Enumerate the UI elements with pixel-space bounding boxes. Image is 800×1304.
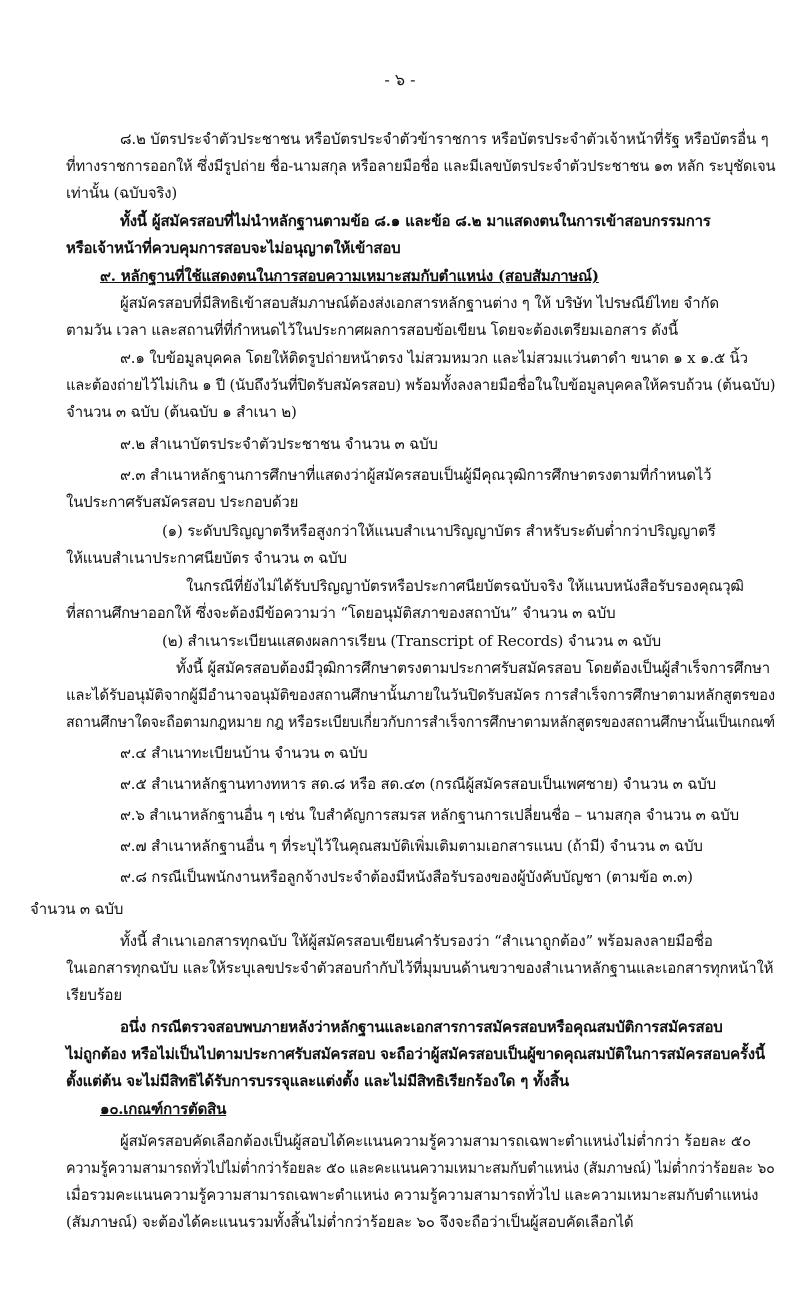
text-line: ไม่ถูกต้อง หรือไม่เป็นไปตามประกาศรับสมัครสอบ จะถือว่าผู้สมัครสอบเป็นผู้ขาดคุณสมบัติในการสมัครสอบครั้งนี้ bbox=[66, 1045, 765, 1063]
section-heading: ๑๐.เกณฑ์การตัดสิน bbox=[100, 1100, 227, 1118]
text-line: ในประกาศรับสมัครสอบ ประกอบด้วย bbox=[66, 493, 299, 511]
text-line: เรียบร้อย bbox=[66, 986, 122, 1004]
text-line: ๙.๕ สำเนาหลักฐานทางทหาร สด.๘ หรือ สด.๔๓ (กรณีผู้สมัครสอบเป็นเพศชาย) จำนวน ๓ ฉบับ bbox=[120, 775, 716, 793]
text-line: หรือเจ้าหน้าที่ควบคุมการสอบจะไม่อนุญาตให้เข้าสอบ bbox=[66, 239, 401, 257]
text-line: ๙.๘ กรณีเป็นพนักงานหรือลูกจ้างประจำต้องมีหนังสือรับรองของผู้บังคับบัญชา (ตามข้อ ๓.๓) bbox=[120, 868, 693, 886]
text-line: สถานศึกษาใดจะถือตามกฎหมาย กฎ หรือระเบียบเกี่ยวกับการสำเร็จการศึกษาตามหลักสูตรของสถานศึกษานั้นเป็นเกณฑ์ bbox=[66, 713, 775, 731]
text-line: ตามวัน เวลา และสถานที่ที่กำหนดไว้ในประกาศผลการสอบข้อเขียน โดยจะต้องเตรียมเอกสาร ดังนี้ bbox=[66, 321, 678, 339]
text-line: ๙.๔ สำเนาทะเบียนบ้าน จำนวน ๓ ฉบับ bbox=[120, 744, 368, 762]
text-line: จำนวน ๓ ฉบับ (ต้นฉบับ ๑ สำเนา ๒) bbox=[66, 403, 297, 421]
text-line: ให้แนบสำเนาประกาศนียบัตร จำนวน ๓ ฉบับ bbox=[66, 549, 347, 567]
text-line: (๒) สำเนาระเบียนแสดงผลการเรียน (Transcript of Records) จำนวน ๓ ฉบับ bbox=[162, 632, 661, 650]
text-line: ที่ทางราชการออกให้ ซึ่งมีรูปถ่าย ชื่อ-นามสกุล หรือลายมือชื่อ และมีเลขบัตรประจำตัวประชาชน ๑๓ หลัก ระบุชัดเจน bbox=[66, 157, 776, 175]
section-heading: ๙. หลักฐานที่ใช้แสดงตนในการสอบความเหมาะสมกับตำแหน่ง (สอบสัมภาษณ์) bbox=[100, 267, 599, 285]
text-line: ๙.๑ ใบข้อมูลบุคคล โดยให้ติดรูปถ่ายหน้าตรง ไม่สวมหมวก และไม่สวมแว่นตาดำ ขนาด ๑ x ๑.๕ นิ้ว bbox=[120, 349, 748, 367]
text-line: ๙.๖ สำเนาหลักฐานอื่น ๆ เช่น ใบสำคัญการสมรส หลักฐานการเปลี่ยนชื่อ – นามสกุล จำนวน ๓ ฉบับ bbox=[120, 806, 739, 824]
text-line: ๙.๗ สำเนาหลักฐานอื่น ๆ ที่ระบุไว้ในคุณสมบัติเพิ่มเติมตามเอกสารแนบ (ถ้ามี) จำนวน ๓ ฉบับ bbox=[120, 837, 703, 855]
text-line: ความรู้ความสามารถทั่วไปไม่ต่ำกว่าร้อยละ ๕๐ และคะแนนความเหมาะสมกับตำแหน่ง (สัมภาษณ์) ไม่ต่ำกว่าร้อยละ ๖๐ bbox=[66, 1159, 775, 1177]
text-line: อนึ่ง กรณีตรวจสอบพบภายหลังว่าหลักฐานและเอกสารการสมัครสอบหรือคุณสมบัติการสมัครสอบ bbox=[120, 1018, 723, 1036]
text-line: (สัมภาษณ์) จะต้องได้คะแนนรวมทั้งสิ้นไม่ต่ำกว่าร้อยละ ๖๐ จึงจะถือว่าเป็นผู้สอบคัดเลือกได้ bbox=[66, 1213, 634, 1231]
text-line: ในกรณีที่ยังไม่ได้รับปริญญาบัตรหรือประกาศนียบัตรฉบับจริง ให้แนบหนังสือรับรองคุณวุฒิ bbox=[186, 577, 744, 595]
text-line: ๙.๓ สำเนาหลักฐานการศึกษาที่แสดงว่าผู้สมัครสอบเป็นผู้มีคุณวุฒิการศึกษาตรงตามที่กำหนดไว้ bbox=[120, 466, 712, 484]
text-line: เมื่อรวมคะแนนความรู้ความสามารถเฉพาะตำแหน่ง ความรู้ความสามารถทั่วไป และความเหมาะสมกับตำแหน่ง bbox=[66, 1186, 759, 1204]
text-line: ในเอกสารทุกฉบับ และให้ระบุเลขประจำตัวสอบกำกับไว้ที่มุมบนด้านขวาของสำเนาหลักฐานและเอกสารทุกหน้าให้ bbox=[66, 959, 774, 977]
text-line: เท่านั้น (ฉบับจริง) bbox=[66, 184, 178, 202]
text-line: ทั้งนี้ ผู้สมัครสอบที่ไม่นำหลักฐานตามข้อ ๘.๑ และข้อ ๘.๒ มาแสดงตนในการเข้าสอบกรรมการ bbox=[120, 212, 711, 230]
text-line: จำนวน ๓ ฉบับ bbox=[30, 900, 124, 918]
text-line: และต้องถ่ายไว้ไม่เกิน ๑ ปี (นับถึงวันที่ปิดรับสมัครสอบ) พร้อมทั้งลงลายมือชื่อในใบข้อมูลบุคคลให้ครบถ้วน (ต้นฉบับ) bbox=[66, 376, 776, 394]
text-line: ผู้สมัครสอบที่มีสิทธิเข้าสอบสัมภาษณ์ต้องส่งเอกสารหลักฐานต่าง ๆ ให้ บริษัท ไปรษณีย์ไทย จำกัด bbox=[120, 294, 719, 312]
text-line: และได้รับอนุมัติจากผู้มีอำนาจอนุมัติของสถานศึกษานั้นภายในวันปิดรับสมัคร การสำเร็จการศึกษาตามหลักสูตรของ bbox=[66, 686, 776, 704]
text-line: (๑) ระดับปริญญาตรีหรือสูงกว่าให้แนบสำเนาปริญญาบัตร สำหรับระดับต่ำกว่าปริญญาตรี bbox=[162, 522, 716, 540]
text-line: ที่สถานศึกษาออกให้ ซึ่งจะต้องมีข้อความว่า “โดยอนุมัติสภาของสถาบัน” จำนวน ๓ ฉบับ bbox=[66, 604, 616, 622]
page-number: - ๖ - bbox=[384, 70, 416, 89]
text-line: ๘.๒ บัตรประจำตัวประชาชน หรือบัตรประจำตัวข้าราชการ หรือบัตรประจำตัวเจ้าหน้าที่รัฐ หรือบัตรอื่น ๆ bbox=[120, 130, 769, 148]
text-line: ตั้งแต่ต้น จะไม่มีสิทธิได้รับการบรรจุและแต่งตั้ง และไม่มีสิทธิเรียกร้องใด ๆ ทั้งสิ้น bbox=[66, 1072, 569, 1090]
text-line: ๙.๒ สำเนาบัตรประจำตัวประชาชน จำนวน ๓ ฉบับ bbox=[120, 435, 438, 453]
text-line: ผู้สมัครสอบคัดเลือกต้องเป็นผู้สอบได้คะแนนความรู้ความสามารถเฉพาะตำแหน่งไม่ต่ำกว่า ร้อยละ ๕๐ bbox=[120, 1132, 751, 1150]
text-line: ทั้งนี้ สำเนาเอกสารทุกฉบับ ให้ผู้สมัครสอบเขียนคำรับรองว่า “สำเนาถูกต้อง” พร้อมลงลายมือชื่อ bbox=[120, 932, 713, 950]
text-line: ทั้งนี้ ผู้สมัครสอบต้องมีวุฒิการศึกษาตรงตามประกาศรับสมัครสอบ โดยต้องเป็นผู้สำเร็จการศึกษา bbox=[176, 659, 771, 677]
